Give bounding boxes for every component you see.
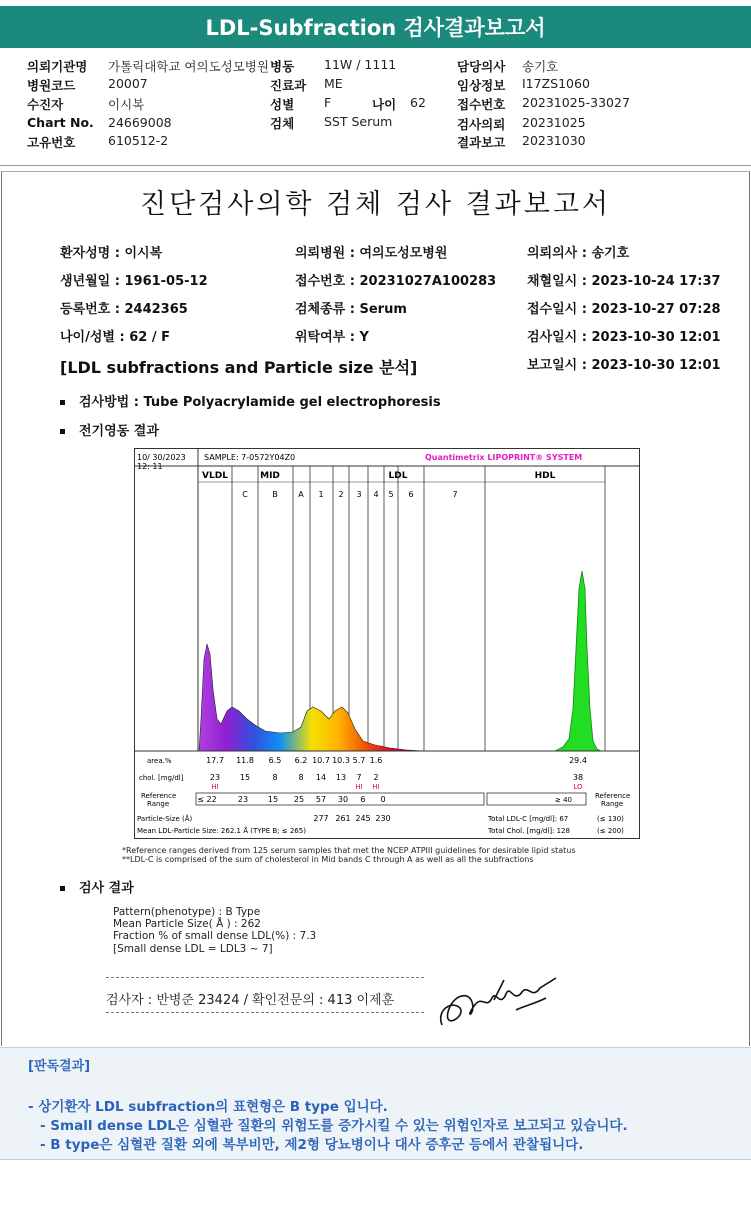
ref-value: ≤ 22 [197, 795, 217, 804]
chol-value: 23 [209, 773, 221, 782]
ref-value: 6 [360, 795, 366, 804]
signature-text: 검사자 : 반병준 23424 / 확인전문의 : 413 이제훈 [106, 993, 395, 1008]
ward-value: 11W / 1111 [324, 57, 397, 72]
dept-value: ME [324, 76, 343, 91]
report-time: 보고일시 : 2023-10-30 12:01 [527, 358, 721, 373]
uid-value: 610512-2 [108, 133, 169, 148]
chol-value: 14 [315, 773, 327, 782]
chol-value: 7 [356, 773, 362, 782]
report-date-label: 결과보고 [457, 135, 506, 150]
judgement-line-1: - 상기환자 LDL subfraction의 표현형은 B type 입니다. [28, 1099, 388, 1115]
judgement-line-3: - B type은 심혈관 질환 외에 복부비만, 제2형 당뇨병이나 대사 증후군 등에서 관찰됩니다. [40, 1137, 584, 1153]
ref-value: 30 [337, 795, 349, 804]
area-value: 10.7 [312, 756, 330, 765]
band-label: A [298, 490, 304, 499]
chart-brand: Quantimetrix LIPOPRINT® SYSTEM [425, 453, 583, 462]
ldl-curve [199, 644, 425, 751]
psize-value: 261 [335, 814, 351, 823]
specimen-type: 검체종류 : Serum [295, 302, 407, 317]
report-header [0, 6, 751, 48]
chol-value: 15 [239, 773, 251, 782]
footnote-1: *Reference ranges derived from 125 serum samples that met the NCEP ATPIII guidelines for desirable lipid status [122, 846, 576, 855]
uid-label: 고유번호 [27, 135, 76, 150]
outsourced: 위탁여부 : Y [295, 330, 369, 345]
group-label-ldl: LDL [388, 471, 408, 481]
lipoprint-chart [134, 448, 640, 839]
psize-value: 230 [375, 814, 391, 823]
area-value: 6.2 [294, 756, 308, 765]
report-title: 진단검사의학 검체 검사 결과보고서 [140, 189, 611, 220]
chol-value: 2 [373, 773, 379, 782]
hospcode-label: 병원코드 [27, 78, 76, 93]
receipt-value: 20231025-33027 [522, 95, 630, 110]
result-heading: 검사 결과 [60, 877, 134, 896]
age-label: 나이 [372, 97, 397, 112]
ref-value: 15 [267, 795, 279, 804]
total-chol-ref: (≤ 200) [597, 827, 624, 835]
band-label: 5 [388, 490, 394, 499]
ref-label-2: Range [147, 800, 170, 808]
age-value: 62 [410, 95, 426, 110]
collect-time: 채혈일시 : 2023-10-24 17:37 [527, 274, 721, 289]
specimen-label: 검체 [270, 116, 295, 131]
ref-value: 0 [380, 795, 386, 804]
receipt-no: 접수번호 : 20231027A100283 [295, 274, 497, 289]
patient-info-panel [0, 52, 751, 162]
ref-value: 25 [293, 795, 305, 804]
sig-line-bottom [106, 1012, 424, 1013]
ward-label: 병동 [270, 59, 295, 74]
judgement-line-2: - Small dense LDL은 심혈관 질환의 위험도를 증가시킬 수 있는 위험인자로 보고되고 있습니다. [40, 1118, 628, 1134]
reg-no: 등록번호 : 2442365 [60, 302, 188, 317]
band-label: C [242, 490, 248, 499]
judgement-title: [판독결과] [28, 1059, 91, 1074]
area-value: 6.5 [268, 756, 282, 765]
total-ldl-ref: (≤ 130) [597, 815, 624, 823]
group-label-mid: MID [260, 471, 280, 481]
divider [0, 165, 751, 166]
receipt-time: 접수일시 : 2023-10-27 07:28 [527, 302, 721, 317]
chol-value: 8 [298, 773, 304, 782]
chart-time: 12: 11 [137, 462, 163, 471]
chart-sample: SAMPLE: 7-0572Y04Z0 [204, 453, 296, 462]
chol-value: 8 [272, 773, 278, 782]
area-value: 29.4 [569, 756, 587, 765]
doctor-label: 담당의사 [457, 59, 506, 74]
age-sex: 나이/성별 : 62 / F [60, 330, 171, 345]
report-date-value: 20231030 [522, 133, 586, 148]
clinical-value: I17ZS1060 [522, 76, 590, 91]
hospcode-value: 20007 [108, 76, 148, 91]
band-label: B [272, 490, 278, 499]
flag-value: LO [573, 783, 583, 791]
chart-date: 10/ 30/2023 [137, 453, 186, 462]
footnote-2: **LDL-C is comprised of the sum of cholesterol in Mid bands C through A as well as all the subfractions [122, 855, 534, 864]
sex-value: F [324, 95, 332, 110]
psize-value: 277 [313, 814, 329, 823]
chol-value: 38 [572, 773, 584, 782]
band-label: 6 [408, 490, 414, 499]
org-value: 가톨릭대학교 여의도성모병원 [108, 59, 269, 74]
flag-value: HI [355, 783, 363, 791]
area-value: 1.6 [369, 756, 383, 765]
chart-label: Chart No. [27, 115, 94, 130]
ref-value: 23 [237, 795, 249, 804]
signature-image [434, 970, 564, 1032]
band-label: 2 [338, 490, 344, 499]
band-label: 4 [373, 490, 379, 499]
result-pattern: Pattern(phenotype) : B Type [113, 906, 261, 918]
doctor-value: 송기호 [522, 59, 559, 74]
test-time: 검사일시 : 2023-10-30 12:01 [527, 330, 721, 345]
psize-label: Particle-Size (Å) [137, 815, 193, 823]
band-label: 3 [356, 490, 362, 499]
request-label: 검사의뢰 [457, 117, 506, 132]
hdl-ref-label-1: Reference [595, 792, 631, 800]
receipt-label: 접수번호 [457, 97, 506, 112]
dob: 생년월일 : 1961-05-12 [60, 274, 208, 289]
group-label-hdl: HDL [534, 471, 556, 481]
result-mean-size: Mean Particle Size( Å ) : 262 [113, 918, 261, 930]
chart-value: 24669008 [108, 115, 172, 130]
patient-value: 이시복 [108, 97, 145, 112]
chart-svg [135, 449, 639, 838]
hdl-ref-label-2: Range [601, 800, 624, 808]
ref-value: 57 [315, 795, 327, 804]
clinical-label: 임상정보 [457, 78, 506, 93]
request-doctor: 의뢰의사 : 송기호 [527, 246, 630, 261]
ref-label-1: Reference [141, 792, 177, 800]
area-label: area.% [147, 757, 172, 765]
chol-label: chol. [mg/dl] [139, 774, 184, 782]
flag-value: HI [372, 783, 380, 791]
header-title: LDL-Subfraction 검사결과보고서 [205, 16, 546, 40]
total-chol: Total Chol. [mg/dl]: 128 [488, 827, 570, 835]
band-label: 1 [318, 490, 324, 499]
result-fraction: Fraction % of small dense LDL(%) : 7.3 [113, 930, 317, 942]
result-sdldl: [Small dense LDL = LDL3 ~ 7] [113, 943, 273, 955]
group-label-vldl: VLDL [202, 471, 228, 481]
area-value: 17.7 [206, 756, 224, 765]
org-label: 의뢰기관명 [27, 59, 88, 74]
specimen-value: SST Serum [324, 114, 393, 129]
patient-name: 환자성명 : 이시복 [60, 246, 163, 261]
psize-value: 245 [355, 814, 371, 823]
request-value: 20231025 [522, 115, 586, 130]
sig-line-top [106, 977, 424, 978]
area-value: 10.3 [332, 756, 350, 765]
total-ldl: Total LDL-C [mg/dl]: 67 [488, 815, 569, 823]
section-title: [LDL subfractions and Particle size 분석] [60, 358, 418, 377]
flag-value: HI [211, 783, 219, 791]
band-label: 7 [452, 490, 458, 499]
area-value: 5.7 [352, 756, 366, 765]
sex-label: 성별 [270, 97, 295, 112]
chol-value: 13 [335, 773, 347, 782]
electro-heading: 전기영동 결과 [60, 420, 159, 439]
hdl-curve [555, 571, 601, 751]
mean-size-label: Mean LDL-Particle Size: 262.1 Å (TYPE B; ≤ 265) [137, 827, 306, 835]
dept-label: 진료과 [270, 78, 307, 93]
request-hospital: 의뢰병원 : 여의도성모병원 [295, 246, 448, 261]
patient-label: 수진자 [27, 97, 64, 112]
area-value: 11.8 [236, 756, 254, 765]
method: 검사방법 : Tube Polyacrylamide gel electrophoresis [60, 391, 441, 410]
hdl-ref: ≥ 40 [555, 796, 572, 804]
